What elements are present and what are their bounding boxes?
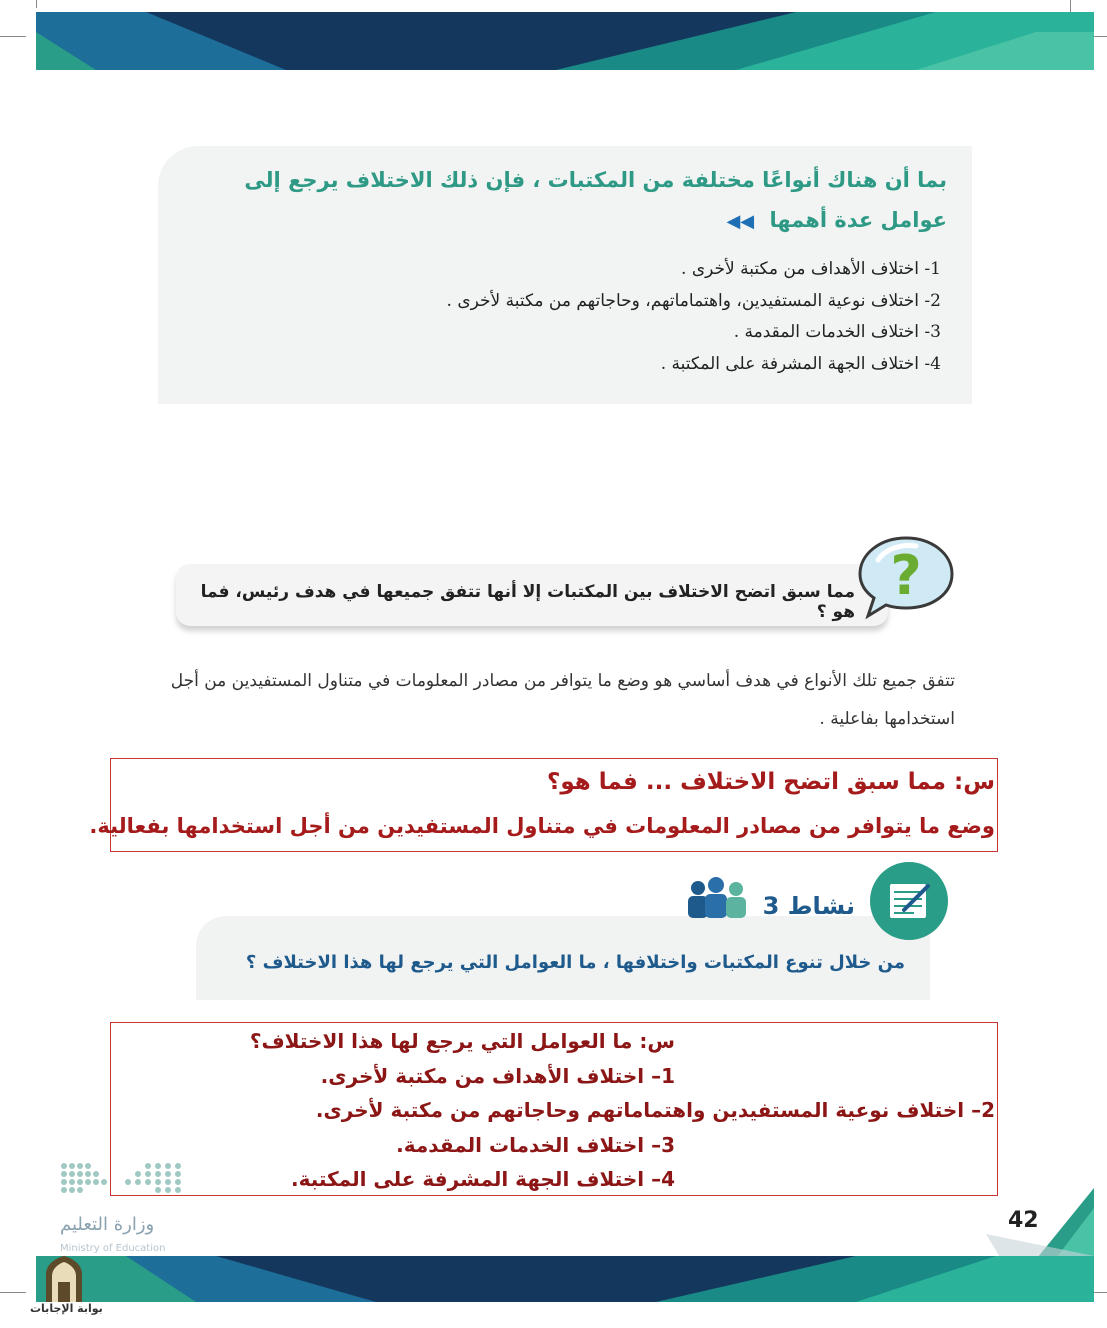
intro-heading <box>207 160 947 242</box>
note-line: وضع ما يتوافر من مصادر المعلومات في متناول المستفيدين من أجل استخدامها بفعالية. <box>89 814 995 838</box>
ministry-name-en: Ministry of Education <box>60 1243 166 1254</box>
answer-paragraph: تتفق جميع تلك الأنواع في هدف أساسي هو وضع ما يتوافر من مصادر المعلومات في متناول المستفيدين من أجل استخدامها بفاعلية . <box>170 671 955 729</box>
factor-item: 4- اختلاف الجهة المشرفة على المكتبة . <box>660 353 941 374</box>
header-band-graphic <box>36 12 1094 70</box>
question-bubble-icon <box>856 530 956 620</box>
note-line: 1– اختلاف الأهداف من مكتبة لأخرى. <box>320 1063 675 1088</box>
factor-item: 3- اختلاف الخدمات المقدمة . <box>733 322 941 342</box>
note-line: س: ما العوامل التي يرجع لها هذا الاختلاف؟ <box>249 1029 675 1053</box>
intro-heading-text: بما أن هناك أنواعًا مختلفة من المكتبات ، فإن ذلك الاختلاف يرجع إلى عوامل عدة أهمها <box>244 168 947 232</box>
factor-item: 2- اختلاف نوعية المستفيدين، واهتماماتهم، وحاجاتهم من مكتبة لأخرى . <box>446 290 941 311</box>
portal-logo <box>30 1254 102 1304</box>
crop-mark <box>0 36 26 37</box>
note-line: 2– اختلاف نوعية المستفيدين واهتماماتهم وحاجاتهم من مكتبة لأخرى. <box>315 1098 995 1122</box>
double-chevron-left-icon: ◀◀ <box>726 211 755 232</box>
notebook-pen-icon <box>870 862 948 940</box>
ministry-name-ar: وزارة التعليم <box>60 1214 155 1235</box>
note-text <box>89 760 995 848</box>
people-group-icon <box>684 876 752 920</box>
footer-band <box>36 1256 1094 1302</box>
factors-list <box>321 254 941 380</box>
footer-band-graphic <box>36 1256 1094 1302</box>
portal-label: بوابة الإجابات <box>30 1302 103 1315</box>
activity-question: من خلال تنوع المكتبات واختلافها ، ما العوامل التي يرجع لها هذا الاختلاف ؟ <box>245 952 905 973</box>
note-line: س: مما سبق اتضح الاختلاف ... فما هو؟ <box>547 769 995 795</box>
page-number: 42 <box>1008 1208 1039 1233</box>
svg-text:?: ? <box>890 544 922 607</box>
activity-title: نشاط 3 <box>762 892 855 920</box>
note-line: 4– اختلاف الجهة المشرفة على المكتبة. <box>290 1167 675 1191</box>
crop-mark <box>0 1292 26 1293</box>
factor-item: 1- اختلاف الأهداف من مكتبة لأخرى . <box>681 259 941 279</box>
question-text: مما سبق اتضح الاختلاف بين المكتبات إلا أنها تتفق جميعها في هدف رئيس، فما هو ؟ <box>200 582 855 622</box>
ministry-logo-dots <box>58 1160 190 1200</box>
note-line: 3– اختلاف الخدمات المقدمة. <box>396 1132 675 1157</box>
header-band <box>36 12 1094 70</box>
crop-mark <box>36 0 37 8</box>
